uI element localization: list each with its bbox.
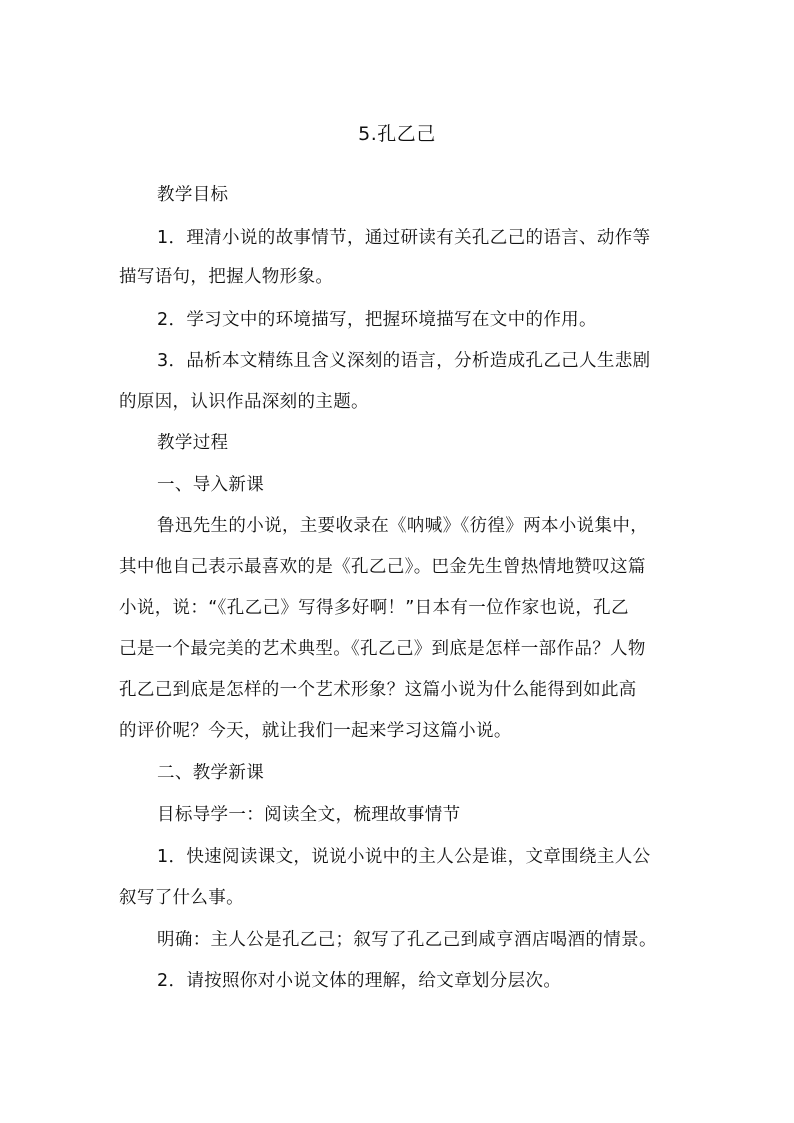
paragraph-line: 的评价呢？今天，就让我们一起来学习这篇小说。	[119, 721, 512, 741]
paragraph-line: 1．快速阅读课文，说说小说中的主人公是谁，文章围绕主人公	[157, 847, 651, 867]
paragraph-line: 己是一个最完美的艺术典型。《孔乙己》到底是怎样一部作品？人物	[119, 639, 646, 659]
paragraph-line: 其中他自己表示最喜欢的是《孔乙己》。巴金先生曾热情地赞叹这篇	[119, 557, 646, 577]
section-heading-teaching-goals: 教学目标	[157, 185, 229, 205]
paragraph-line: 小说，说：“《孔乙己》写得多好啊！”日本有一位作家也说，孔乙	[119, 598, 629, 618]
paragraph-line: 2．请按照你对小说文体的理解，给文章划分层次。	[157, 971, 562, 991]
paragraph-line: 明确：主人公是孔乙己；叙写了孔乙己到咸亨酒店喝酒的情景。	[157, 930, 657, 950]
paragraph-line: 孔乙己到底是怎样的一个艺术形象？这篇小说为什么能得到如此高	[119, 680, 637, 700]
section-heading-teaching-process: 教学过程	[157, 433, 229, 453]
document-title: 5.孔乙己	[358, 123, 436, 145]
paragraph-line: 描写语句，把握人物形象。	[119, 267, 334, 287]
paragraph-line: 的原因，认识作品深刻的主题。	[119, 392, 369, 412]
subheading-goal-one: 目标导学一：阅读全文，梳理故事情节	[157, 805, 461, 825]
paragraph-line: 鲁迅先生的小说，主要收录在《呐喊》《彷徨》两本小说集中，	[157, 516, 649, 536]
section-heading-new-lesson: 二、教学新课	[157, 763, 265, 783]
paragraph-line: 1．理清小说的故事情节，通过研读有关孔乙己的语言、动作等	[157, 228, 651, 248]
paragraph-line: 3．品析本文精练且含义深刻的语言，分析造成孔乙己人生悲剧	[157, 351, 651, 371]
paragraph-line: 2．学习文中的环境描写，把握环境描写在文中的作用。	[157, 310, 597, 330]
paragraph-line: 叙写了什么事。	[119, 888, 244, 908]
section-heading-intro: 一、导入新课	[157, 475, 265, 495]
